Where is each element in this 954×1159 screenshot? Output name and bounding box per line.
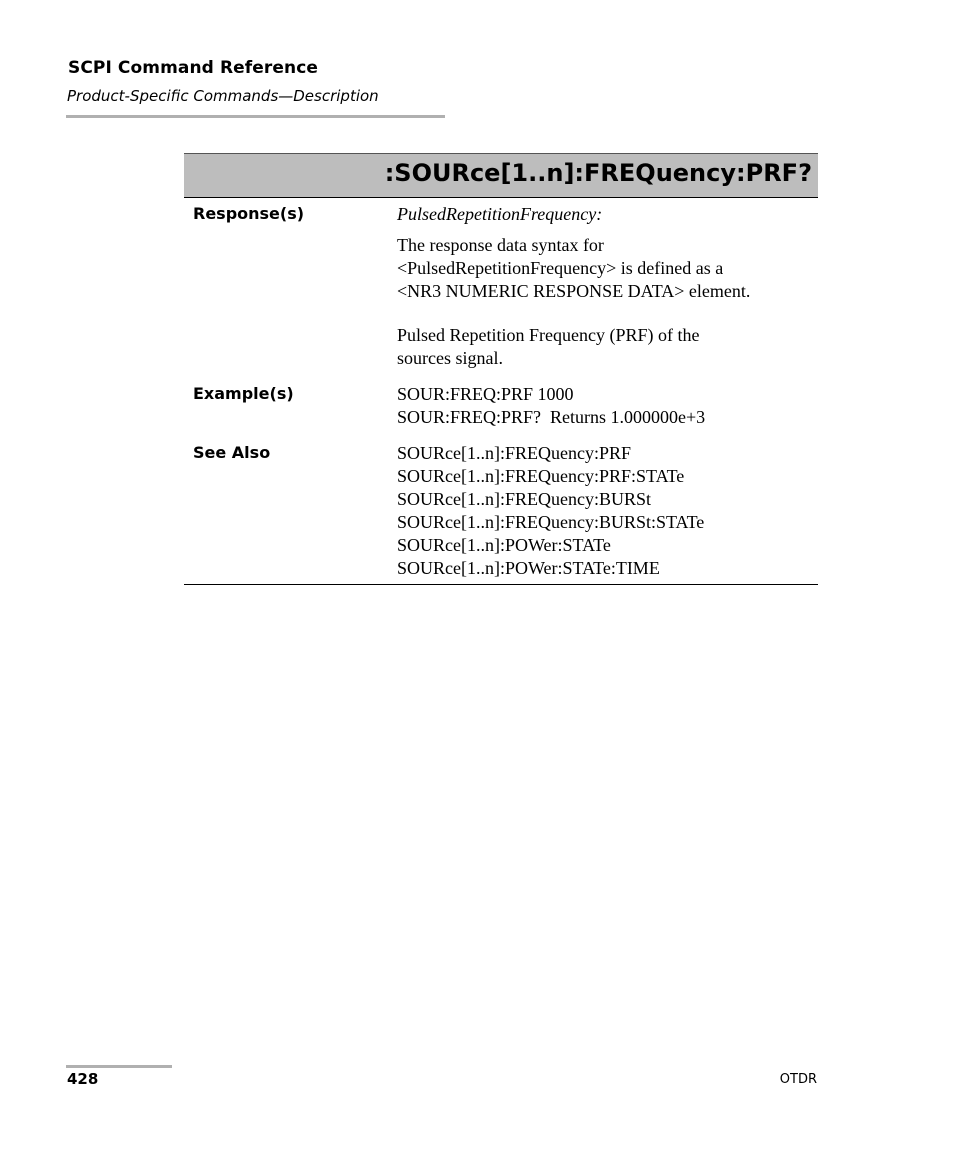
see-also-label: See Also (193, 443, 271, 462)
response-name: PulsedRepetitionFrequency: (397, 204, 603, 224)
command-title-bar (184, 153, 818, 198)
response-syntax-line: <PulsedRepetitionFrequency> is defined as a (397, 258, 724, 278)
see-also-line: SOURce[1..n]:POWer:STATe:TIME (397, 558, 660, 578)
see-also-line: SOURce[1..n]:FREQuency:BURSt (397, 489, 651, 509)
page-number: 428 (67, 1070, 99, 1088)
example-content (397, 383, 812, 429)
footer-divider (66, 1065, 172, 1068)
example-line: SOUR:FREQ:PRF? Returns 1.000000e+3 (397, 407, 706, 427)
see-also-line: SOURce[1..n]:POWer:STATe (397, 535, 611, 555)
see-also-content (397, 442, 812, 580)
command-title: :SOURce[1..n]:FREQuency:PRF? (384, 159, 812, 187)
header-divider (66, 115, 445, 118)
response-label: Response(s) (193, 204, 305, 223)
response-description-line: sources signal. (397, 348, 503, 368)
response-description-line: Pulsed Repetition Frequency (PRF) of the (397, 325, 700, 345)
running-header-title: SCPI Command Reference (68, 58, 319, 78)
table-bottom-divider (184, 584, 818, 585)
response-syntax (397, 234, 812, 303)
example-line: SOUR:FREQ:PRF 1000 (397, 384, 574, 404)
see-also-line: SOURce[1..n]:FREQuency:PRF (397, 443, 631, 463)
example-label: Example(s) (193, 384, 294, 403)
response-syntax-line: <NR3 NUMERIC RESPONSE DATA> element. (397, 281, 751, 301)
running-header-subtitle: Product-Specific Commands—Description (67, 87, 379, 105)
response-content (397, 203, 812, 226)
product-name: OTDR (779, 1072, 817, 1087)
response-syntax-line: The response data syntax for (397, 235, 604, 255)
see-also-line: SOURce[1..n]:FREQuency:PRF:STATe (397, 466, 685, 486)
see-also-line: SOURce[1..n]:FREQuency:BURSt:STATe (397, 512, 705, 532)
response-description (397, 324, 812, 370)
